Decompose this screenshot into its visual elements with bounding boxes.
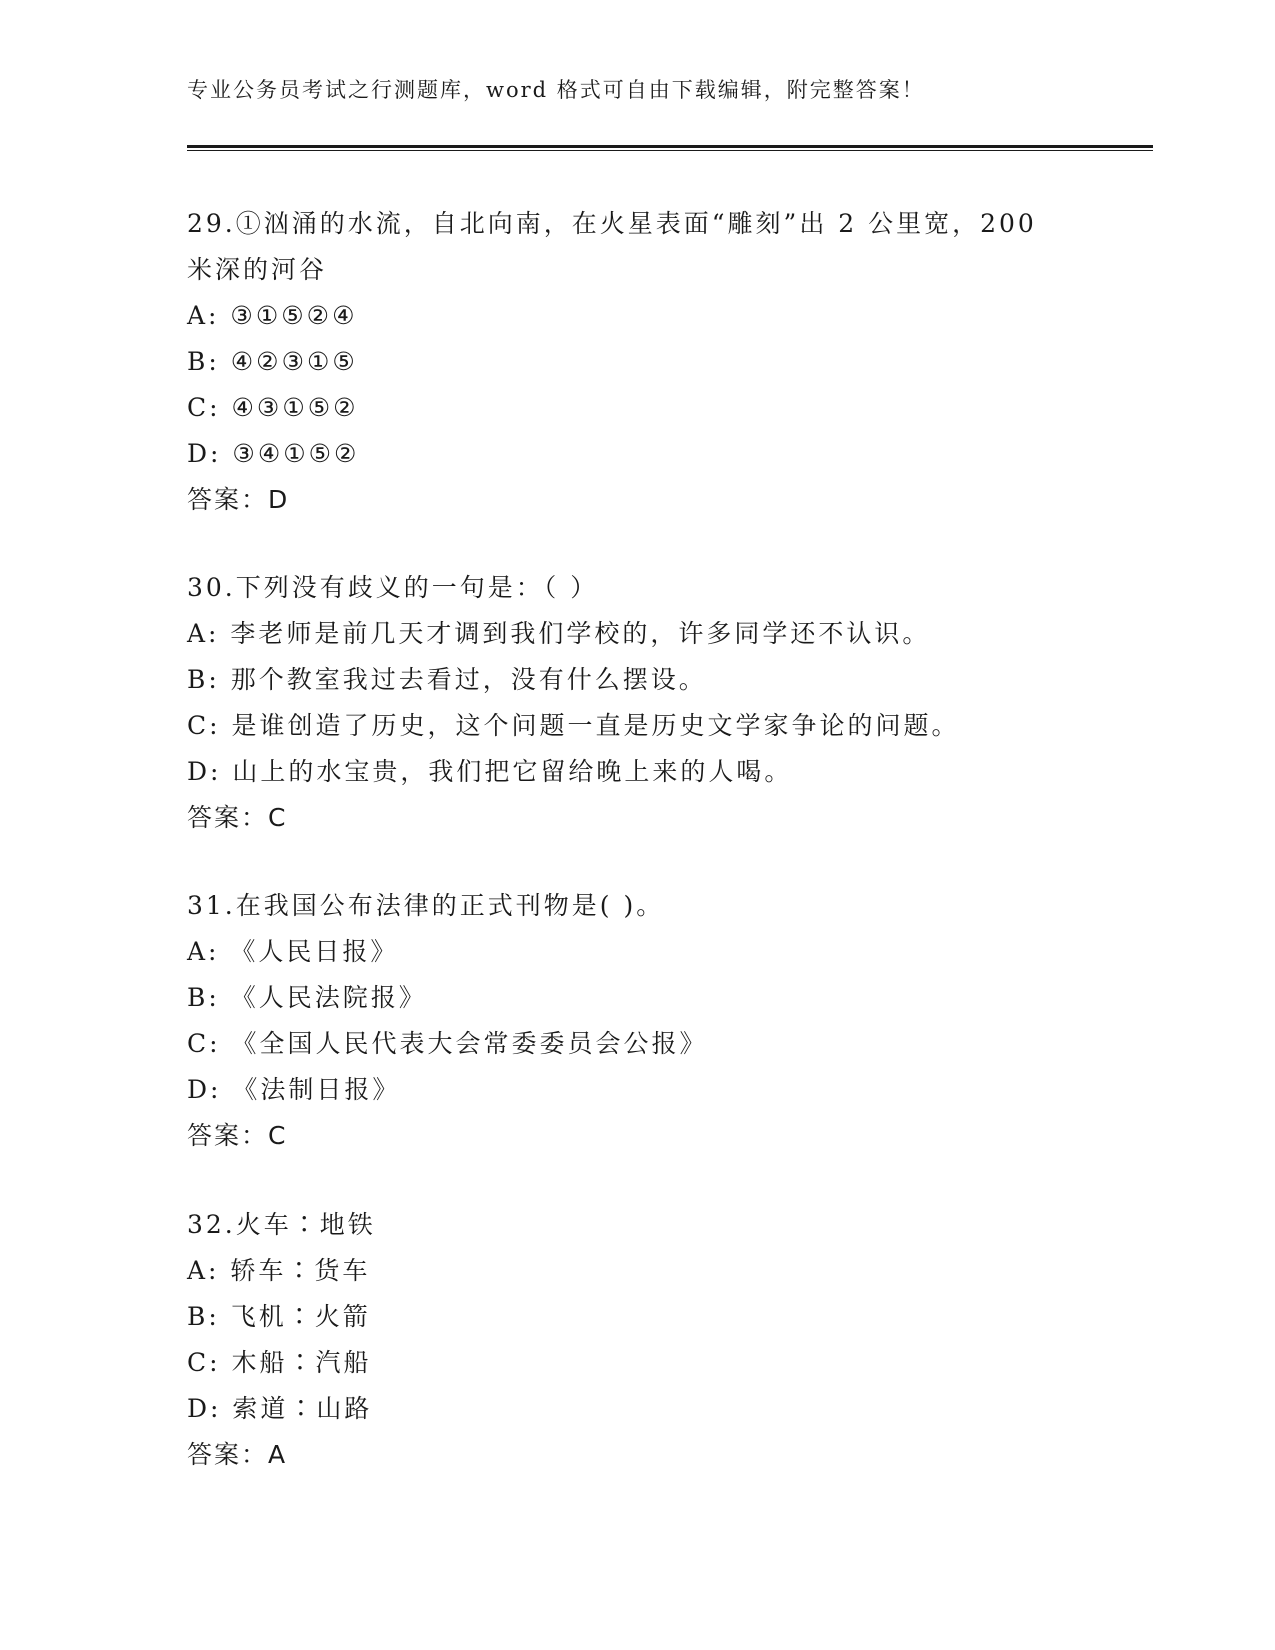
option-b: B: 飞机∶火箭	[187, 1302, 371, 1331]
option-b: B: 那个教室我过去看过，没有什么摆设。	[187, 665, 707, 694]
question-stem-continued: 米深的河谷	[187, 255, 328, 284]
option-c: C: 《全国人民代表大会常委委员会公报》	[187, 1029, 708, 1058]
question-stem: 31.在我国公布法律的正式刊物是( )。	[187, 891, 665, 920]
question-30	[187, 565, 1087, 841]
option-d: D: 《法制日报》	[187, 1075, 401, 1104]
question-stem: 29.①汹涌的水流，自北向南，在火星表面“雕刻”出 2 公里宽，200	[187, 209, 1037, 238]
question-29	[187, 201, 1087, 523]
header-divider-thin	[187, 150, 1153, 151]
question-stem: 32.火车∶地铁	[187, 1210, 376, 1239]
answer-label: 答案：C	[187, 1121, 288, 1150]
option-a: A: 轿车∶货车	[187, 1256, 371, 1285]
answer-label: 答案：D	[187, 485, 290, 514]
page-header: 专业公务员考试之行测题库，word 格式可自由下载编辑，附完整答案！	[187, 78, 925, 102]
option-c: C: ④③①⑤②	[187, 393, 359, 422]
option-a: A: ③①⑤②④	[187, 301, 358, 330]
option-c: C: 是谁创造了历史，这个问题一直是历史文学家争论的问题。	[187, 711, 960, 740]
option-b: B: 《人民法院报》	[187, 983, 427, 1012]
question-stem: 30.下列没有歧义的一句是：（ ）	[187, 573, 599, 602]
option-a: A: 《人民日报》	[187, 937, 399, 966]
option-b: B: ④②③①⑤	[187, 347, 358, 376]
question-31	[187, 883, 1087, 1159]
option-a: A: 李老师是前几天才调到我们学校的，许多同学还不认识。	[187, 619, 931, 648]
answer-label: 答案：C	[187, 803, 288, 832]
option-d: D: 索道∶山路	[187, 1394, 373, 1423]
header-divider-thick	[187, 145, 1153, 148]
answer-label: 答案：A	[187, 1440, 288, 1469]
option-d: D: 山上的水宝贵，我们把它留给晚上来的人喝。	[187, 757, 793, 786]
option-c: C: 木船∶汽船	[187, 1348, 372, 1377]
option-d: D: ③④①⑤②	[187, 439, 360, 468]
question-32	[187, 1202, 1087, 1478]
